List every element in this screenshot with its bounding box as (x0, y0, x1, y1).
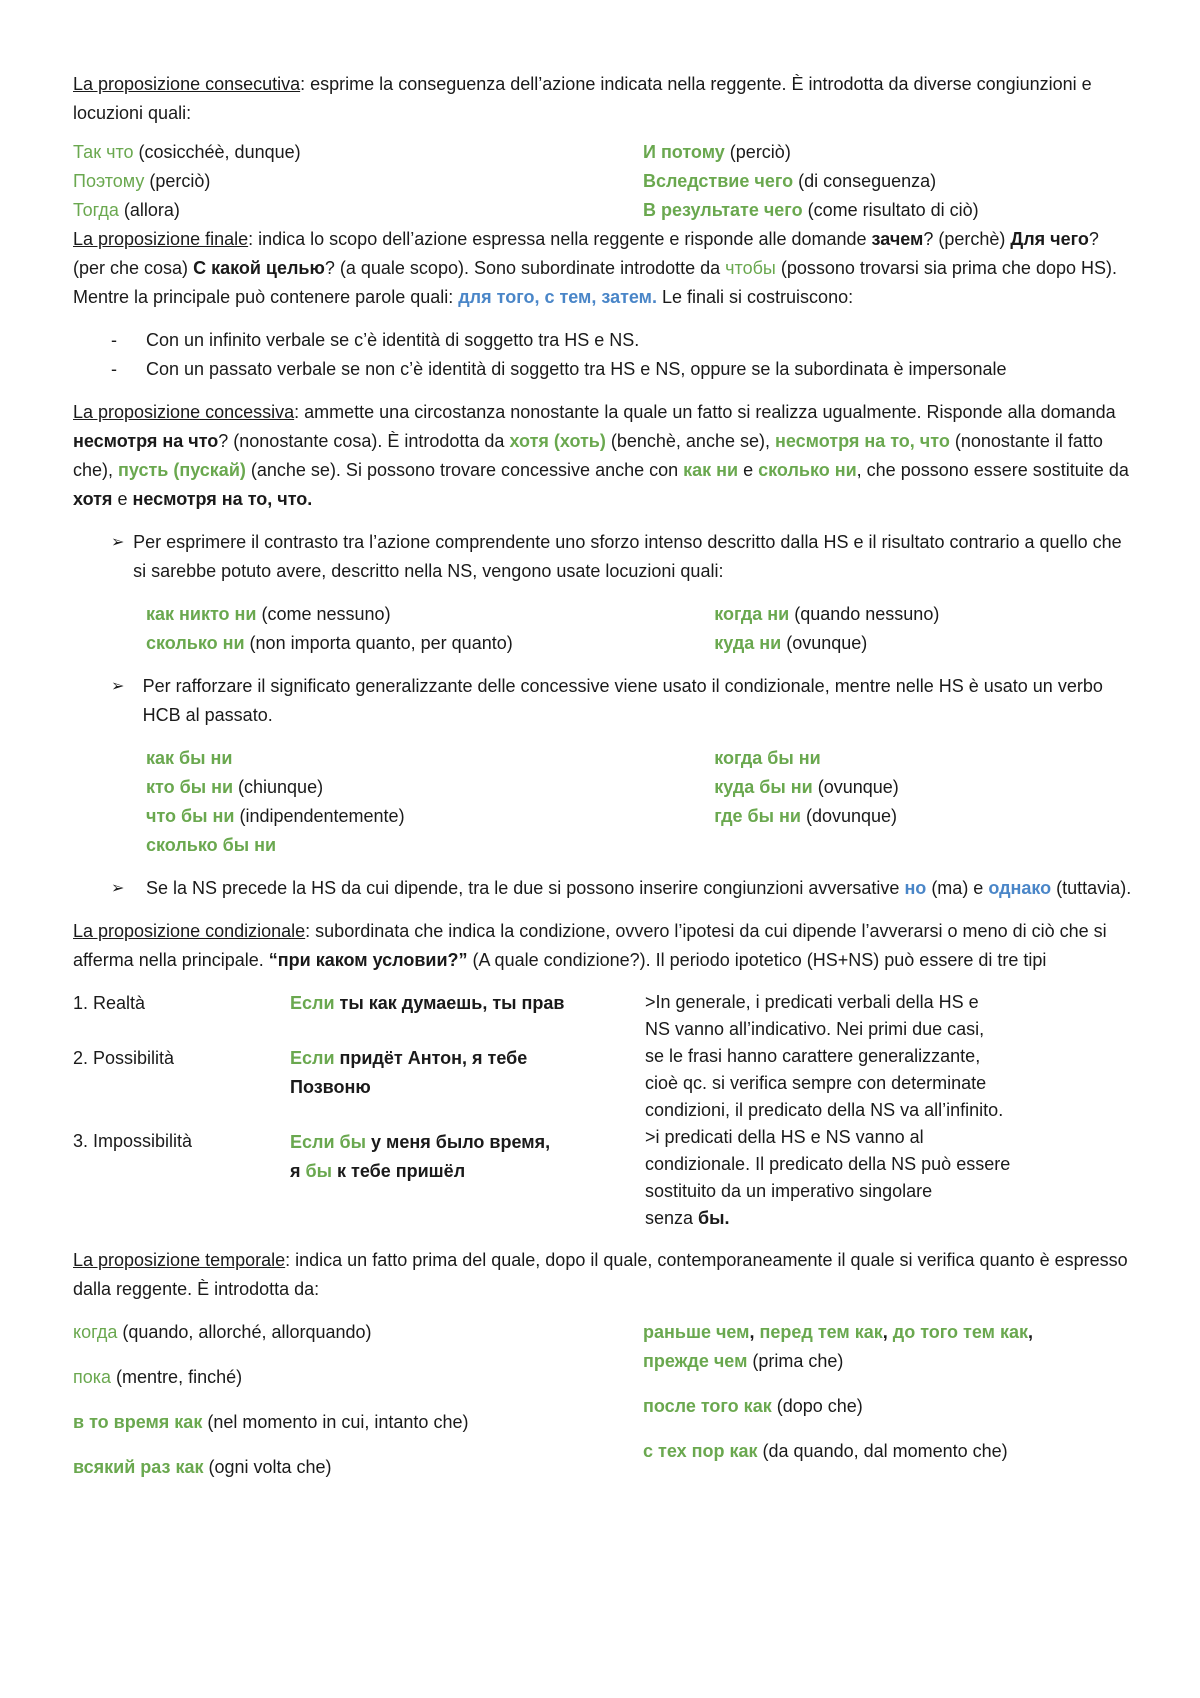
table-cell: 1. Realtà (73, 993, 146, 1013)
document-page (73, 70, 1133, 1482)
concessiva-list-1 (146, 600, 1133, 658)
condizionale-paragraph: La proposizione condizionale: subordinata che indica la condizione, ovvero l’ipotesi da cui dipende l’avverarsi o meno di ciò che si afferma nella principale. “при каком условии?” (A quale condizione?). Il periodo ipotetico (HS+NS) può essere di tre tipi (73, 921, 1107, 970)
list-item: кто бы ни (chiunque) (146, 777, 324, 797)
finale-paragraph: La proposizione finale: indica lo scopo dell’azione espressa nella reggente e risponde alle domande зачем? (perchè) Для чего? (per che cosa) С какой целью? (a quale scopo). Sono subordinate introdotte da чтобы (possono trovarsi sia prima che dopo HS). Mentre la principale può contenere parole quali: для того, с тем, затем. Le finali si costruiscono: (73, 229, 1117, 307)
list-item: где бы ни (dovunque) (714, 806, 898, 826)
list-item: когда (quando, allorché, allorquando) (73, 1322, 372, 1342)
list-item: - Con un passato verbale se non c’è identità di soggetto tra HS e NS, oppure se la subordinata è impersonale (111, 355, 1133, 384)
consecutiva-list (73, 138, 1133, 225)
table-cell: Если придёт Антон, я тебе (290, 1048, 528, 1068)
table-cell: Если бы у меня было время, (290, 1132, 551, 1152)
list-item: раньше чем, перед тем как, до того тем как, (643, 1322, 1033, 1342)
consecutiva-heading: La proposizione consecutiva (73, 74, 301, 94)
list-item: сколько бы ни (146, 835, 277, 855)
finale-list (73, 326, 1133, 384)
list-item: Вследствие чего (di conseguenza) (643, 171, 937, 191)
periodo-ipotetico-table: 1. Realtà 2. Possibilità 3. Impossibilità Если ты как думаешь, ты прав Если придёт Антон, я тебе Позвоню Если бы у меня было время, я бы к тебе пришёл >In generale, i predicati verbali della HS e NS vanno all’indicativo. Nei primi due casi, se le frasi hanno carattere generalizzante, cioè qc. si verifica sempre con determinate condizioni, il predicato della NS va all’infinito. >i predicati della HS e NS vanno al condizionale. Il predicato della NS può essere sostituito da un imperativo singolare senza бы. (73, 989, 1133, 1232)
list-item: сколько ни (non importa quanto, per quanto) (146, 633, 513, 653)
list-item: после того как (dopo che) (643, 1396, 863, 1416)
list-item: в то время как (nel momento in cui, intanto che) (73, 1412, 469, 1432)
arrow-bullet-icon: ➢ (111, 880, 125, 897)
list-item: - Con un infinito verbale se c’è identità di soggetto tra HS e NS. (111, 326, 1133, 355)
list-item: Поэтому (perciò) (73, 171, 211, 191)
list-item: что бы ни (indipendentemente) (146, 806, 405, 826)
list-item: когда бы ни (714, 748, 821, 768)
temporale-paragraph: La proposizione temporale: indica un fatto prima del quale, dopo il quale, contemporaneamente il quale si verifica quanto è espresso dalla reggente. È introdotta da: (73, 1250, 1128, 1299)
concessiva-list-2 (146, 744, 1133, 860)
concessiva-heading: La proposizione concessiva (73, 402, 295, 422)
list-item: ➢ Se la NS precede la HS da cui dipende, tra le due si possono inserire congiunzioni avversative но (ma) e однако (tuttavia). (111, 874, 1133, 903)
list-item: В результате чего (come risultato di ciò) (643, 200, 979, 220)
list-item: Тогда (allora) (73, 200, 180, 220)
periodo-ipotetico-note: >In generale, i predicati verbali della HS e NS vanno all’indicativo. Nei primi due casi, se le frasi hanno carattere generalizzante, cioè qc. si verifica sempre con determinate condizioni, il predicato della NS va all’infinito. >i predicati della HS e NS vanno al condizionale. Il predicato della NS può essere sostituito da un imperativo singolare senza бы. (645, 992, 1011, 1228)
list-item: с тех пор как (da quando, dal momento che) (643, 1441, 1008, 1461)
list-item: как никто ни (come nessuno) (146, 604, 391, 624)
list-item: когда ни (quando nessuno) (714, 604, 940, 624)
list-item: всякий раз как (ogni volta che) (73, 1457, 332, 1477)
table-cell: Если ты как думаешь, ты прав (290, 993, 565, 1013)
consecutiva-intro: La proposizione consecutiva: esprime la conseguenza dell’azione indicata nella reggente. È introdotta da diverse congiunzioni e locuzioni quali: (73, 74, 1092, 123)
dash-bullet-icon: - (111, 359, 117, 379)
temporale-list (73, 1318, 1133, 1482)
list-item: ➢ Per rafforzare il significato generalizzante delle concessive viene usato il condizionale, mentre nelle HS è usato un verbo НСВ al passato. (111, 672, 1133, 730)
table-cell: 2. Possibilità (73, 1048, 175, 1068)
list-item: как бы ни (146, 748, 233, 768)
condizionale-heading: La proposizione condizionale (73, 921, 306, 941)
list-item: Так что (cosicchéè, dunque) (73, 142, 301, 162)
list-item: пока (mentre, finché) (73, 1367, 243, 1387)
finale-heading: La proposizione finale (73, 229, 249, 249)
arrow-bullet-icon: ➢ (111, 534, 125, 551)
temporale-heading: La proposizione temporale (73, 1250, 286, 1270)
dash-bullet-icon: - (111, 330, 117, 350)
list-item: ➢ Per esprimere il contrasto tra l’azione comprendente uno sforzo intenso descritto dalla HS e il risultato contrario a quello che si sarebbe potuto avere, descritto nella NS, vengono usate locuzioni quali: (111, 528, 1133, 586)
concessiva-paragraph: La proposizione concessiva: ammette una circostanza nonostante la quale un fatto si realizza ugualmente. Risponde alla domanda несмотря на что? (nonostante cosa). È introdotta da хотя (хоть) (benchè, anche se), несмотря на то, что (nonostante il fatto che), пусть (пускай) (anche se). Si possono trovare concessive anche con как ни e сколько ни, che possono essere sostituite da хотя e несмотря на то, что. (73, 402, 1129, 509)
list-item: куда бы ни (ovunque) (714, 777, 899, 797)
list-item: куда ни (ovunque) (714, 633, 868, 653)
arrow-bullet-icon: ➢ (111, 678, 125, 695)
table-cell: 3. Impossibilità (73, 1131, 193, 1151)
list-item: И потому (perciò) (643, 142, 791, 162)
list-item: прежде чем (prima che) (643, 1351, 844, 1371)
